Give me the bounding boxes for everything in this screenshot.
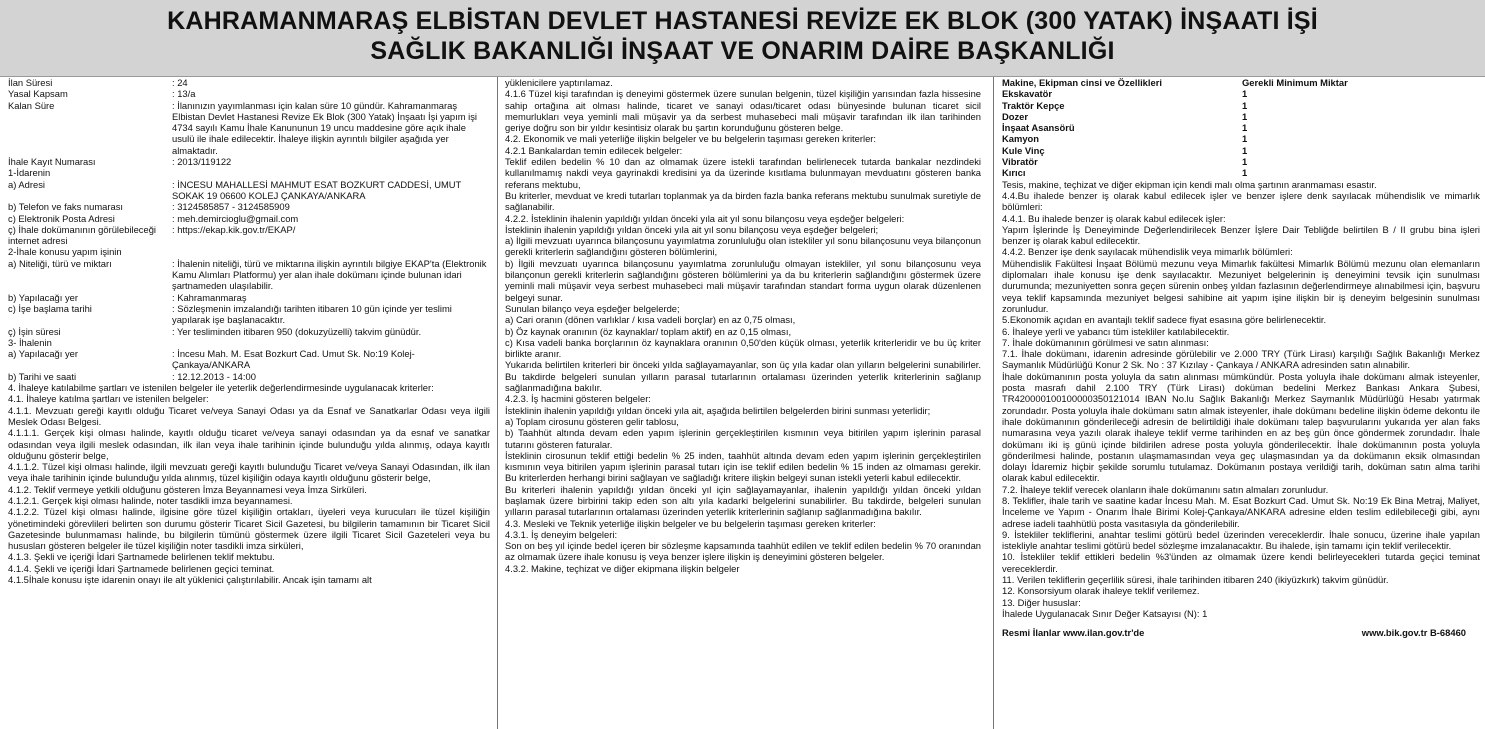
paragraph: 4.3.1. İş deneyim belgeleri:	[505, 528, 618, 540]
info-value	[172, 337, 490, 348]
info-row	[8, 100, 490, 156]
info-value: : İlanınızın yayımlanması için kalan süre 10 gündür. Kahramanmaraş Elbistan Devlet Hastanesi Revize Ek Blok (300 Yatak) İnşaatı İşi yapım işi 4734 sayılı Kamu İhale Kanununun 19 uncu maddesine göre açık ihale usulü ile ihale edilecektir. İhaleye ilişkin ayrıntılı bilgiler aşağıda yer almaktadır.	[172, 99, 477, 156]
paragraph: Teklif edilen bedelin % 10 dan az olmamak üzere istekli tarafından belirlenecek tutarda bankalar nezdindeki kullanılmamış nakdi veya gayrinakdi kredisini ya da üzerinde kısıtlama bulunmayan mevduatını gösteren banka referans mektubu,	[505, 156, 981, 190]
title-banner	[0, 0, 1485, 77]
equipment-name: Dozer	[1002, 110, 1029, 122]
info-row	[8, 337, 490, 348]
tender-info-list	[8, 77, 490, 382]
equipment-name: Vibratör	[1002, 156, 1038, 168]
paragraph: b) İlgili mevzuatı uyarınca bilançosunu yayımlatma zorunluluğu olmayan istekliler, yıl sonu bilançosunu veya bilançonun gerekli kriterlerin sağlandığını gösteren bölümlerini ya da bu kriterlerin sağlandığını göstermek üzere yeminli mali müşavir veya serbest muhasebeci mali müşavir tarafından standart forma uygun olarak düzenlenen belgeyi sunar.	[505, 257, 981, 303]
paragraph: 4.2.1 Bankalardan temin edilecek belgeler:	[505, 144, 683, 156]
info-label: İlan Süresi	[8, 77, 53, 88]
info-value: : 24	[172, 77, 188, 88]
equipment-header-qty: Gerekli Minimum Miktar	[1242, 77, 1348, 88]
equipment-qty: 1	[1242, 144, 1248, 156]
paragraph: 4.3.2. Makine, teçhizat ve diğer ekipmana ilişkin belgeler	[505, 562, 740, 574]
equipment-qty: 1	[1242, 167, 1248, 179]
info-value: : 2013/119122	[172, 156, 232, 168]
paragraph: Bu kriterleri ihalenin yapıldığı yıldan önceki yıl için sağlayamayanlar, ihalenin yapıldığı yıldan önceki yıldan başlamak üzere birbirini takip eden son altı yıla kadarki belgelerini sunabilirler. Bu takdirde, belgeleri sunulan yılların parasal tutarlarının ortalaması üzerinden yeterlik kriterlerinin sağlanıp sağlanmadığına bakılır.	[505, 483, 981, 518]
info-value: : Kahramanmaraş	[172, 291, 247, 303]
paragraph: c) Kısa vadeli banka borçlarının öz kaynaklara oranının 0,50'den küçük olması, yeterlik kriterleridir ve bu üç kriter birlikte aranır.	[505, 336, 981, 360]
info-label: b) Telefon ve faks numarası	[8, 201, 123, 213]
info-value: : İNCESU MAHALLESİ MAHMUT ESAT BOZKURT CADDESİ, UMUT SOKAK 19 06600 KOLEJ ÇANKAYA/ANKARA	[172, 178, 462, 201]
info-row	[8, 179, 490, 202]
info-label: b) Yapılacağı yer	[8, 291, 79, 303]
info-value	[172, 246, 490, 257]
paragraph: İsteklinin ihalenin yapıldığı yıldan önceki yıla ait yıl sonu bilançosu veya eşdeğer belgeleri;	[505, 223, 879, 235]
paragraph: 4.1.1. Mevzuatı gereği kayıtlı olduğu Ticaret ve/veya Sanayi Odası ya da Esnaf ve Sanatkarlar Odası veya ilgili Meslek Odası Belgesi.	[8, 404, 490, 427]
column-1	[8, 77, 490, 727]
paragraph: 4.1.1.1. Gerçek kişi olması halinde, kayıtlı olduğu ticaret ve/veya sanayi odasından ya da esnaf ve sanatkar odasından veya ilgili meslek odasından, ilk ilan veya ihale tarihinin içinde bulunduğu yılda alınmış, odaya kayıtlı olduğunu gösterir belge,	[8, 427, 490, 461]
paragraph: Mühendislik Fakültesi İnşaat Bölümü mezunu veya Mimarlık fakültesi Mimarlık Bölümü mezunu olan elemanların diplomaları ihale konusu işe denk sayılacaktır. Mezuniyet belgelerinin iş deneyimini tevsik için sunulması durumunda; mezuniyetten sonra geçen sürenin onbeş yıldan fazlasının değerlendirmeye alınabilmesi için, başvuru veya teklif kapsamında mezuniyet belgesi sahibine ait yapım işine ilişkin bir iş deneyim belgesinin sunulması zorunludur.	[1002, 257, 1480, 314]
equipment-name: İnşaat Asansörü	[1002, 122, 1075, 134]
equipment-name: Ekskavatör	[1002, 88, 1053, 100]
info-value: : https://ekap.kik.gov.tr/EKAP/	[172, 223, 296, 235]
info-label: a) Niteliği, türü ve miktarı	[8, 257, 112, 269]
paragraph: 11. Verilen tekliflerin geçerlilik süresi, ihale tarihinden itibaren 240 (ikiyüzkırk) takvim günüdür.	[1002, 574, 1389, 586]
paragraph: İhale dokümanının posta yoluyla da satın alınması mümkündür. Posta yoluyla ihale dokümanı almak isteyenler, posta masrafı dahil 2.100 TRY (Türk Lirası) doküman bedelini Merkez Bankası Ankara Şubesi, TR420000100100000350121014 IBAN No.lu Sağlık Bakanlığı Merkez Saymanlık Müdürlüğü Hesabı yatırmak zorundadır. Posta yoluyla ihale dokümanı satın almak isteyenler, ihale dokümanı bedeline ilişkin ödeme dekontu ile ihale dokümanının gönderileceği adresin de belirtildiği ihale dokümanı talep başvurularını yukarıda yer alan faks numarasına veya yazılı olarak ihaleye teklif verme tarihinden en az beş gün önce göndermek zorundadır. İhale dokümanı iki iş günü içinde bildirilen adrese posta yoluyla gönderilecektir. İhale dokümanının posta yoluyla gönderilmesi halinde, postanın ulaşmamasından veya geç ulaşmasından ya da dokümanın eksik olmasından dolayı İdaremiz hiçbir şekilde sorumlu tutulamaz. Dokümanın postaya verildiği tarih, doküman satın alma tarihi olarak kabul edilecektir.	[1002, 370, 1480, 484]
info-label: a) Yapılacağı yer	[8, 348, 79, 360]
info-label: a) Adresi	[8, 178, 45, 190]
paragraph: Yukarıda belirtilen kriterleri bir önceki yılda sağlayamayanlar, son üç yıla kadar olan yılların belgelerini sunabilirler. Bu takdirde belgeleri sunulan yılların parasal tutarlarının ortalaması üzerinden yeterlik kriterlerinin sağlanıp sağlanmadığına bakılır.	[505, 359, 981, 394]
info-label: c) Elektronik Posta Adresi	[8, 212, 115, 224]
equipment-row	[1002, 167, 1480, 178]
paragraph: a) Cari oranın (dönen varlıklar / kısa vadeli borçlar) en az 0,75 olması,	[505, 314, 796, 326]
column-2	[505, 77, 981, 727]
equipment-qty: 1	[1242, 110, 1248, 122]
info-label: ç) İşin süresi	[8, 325, 61, 337]
paragraph: b) Öz kaynak oranının (öz kaynaklar/ toplam aktif) en az 0,15 olması,	[505, 325, 792, 337]
paragraph: 4.1.2.2. Tüzel kişi olması halinde, ilgisine göre tüzel kişiliğin ortakları, üyeleri veya kurucuları ile tüzel kişiliğin yönetimindeki görevlileri belirten son durumu gösterir Ticaret Sicil Gazetesi, bu bilgilerin tamamının bir Ticaret Sicil Gazetesinde bulunmaması halinde, bu bilgilerin tümünü göstermek üzere ilgili Ticaret Sicil Gazeteleri veya bu hususları gösteren belgeler ile tüzel kişiliğin noter tasdikli imza sirküleri,	[8, 506, 490, 552]
paragraph: 4.1.2.1. Gerçek kişi olması halinde, noter tasdikli imza beyannamesi.	[8, 494, 293, 506]
paragraph: 4.3. Mesleki ve Teknik yeterliğe ilişkin belgeler ve bu belgelerin taşıması gereken kriterler:	[505, 517, 876, 529]
equipment-qty: 1	[1242, 88, 1248, 100]
equipment-name: Kule Vinç	[1002, 144, 1045, 156]
info-value: : İhalenin niteliği, türü ve miktarına ilişkin ayrıntılı bilgiye EKAP'ta (Elektronik Kamu Alımları Platformu) yer alan ihale dokümanı içinde bulunan idari şartnameden ulaşılabilir.	[172, 257, 487, 292]
column-divider	[993, 77, 994, 729]
paragraph: Yapım İşlerinde İş Deneyiminde Değerlendirilecek Benzer İşlere Dair Tebliğde belirtilen B / II grubu bina işleri benzer iş olarak kabul edilecektir.	[1002, 223, 1480, 247]
info-row	[8, 371, 490, 382]
paragraph: 7.2. İhaleye teklif verecek olanların ihale dokümanını satın almaları zorunludur.	[1002, 483, 1329, 495]
paragraph: Son on beş yıl içinde bedel içeren bir sözleşme kapsamında taahhüt edilen ve teklif edilen bedelin % 70 oranından az olmamak üzere ihale konusu iş veya benzer işlere ilişkin iş deneyimini gösteren belgeler.	[505, 540, 981, 563]
equipment-qty: 1	[1242, 156, 1248, 168]
paragraph: 12. Konsorsiyum olarak ihaleye teklif verilemez.	[1002, 585, 1200, 597]
info-value: : İncesu Mah. M. Esat Bozkurt Cad. Umut Sk. No:19 Kolej-Çankaya/ANKARA	[172, 348, 415, 371]
paragraph: 4.1.6 Tüzel kişi tarafından iş deneyimi göstermek üzere sunulan belgenin, tüzel kişiliğin yarısından fazla hissesine sahip ortağına ait olması halinde, ticaret ve sanayi odası/ticaret odası bünyesinde bulunan ticaret sicil memurlukları veya yeminli mali müşavir ya da serbest muhasebeci mali müşavir tarafından ilk ilan tarihinden geriye doğru son bir yıldır kesintisiz olarak bu şartın korunduğunu gösteren belge.	[505, 88, 981, 134]
paragraph: 5.Ekonomik açıdan en avantajlı teklif sadece fiyat esasına göre belirlenecektir.	[1002, 314, 1327, 326]
info-label: 1-İdarenin	[8, 167, 51, 179]
info-row	[8, 348, 490, 371]
paragraph: İhalede Uygulanacak Sınır Değer Katsayısı (N): 1	[1002, 607, 1208, 619]
paragraph: yüklenicilere yaptırılamaz.	[505, 77, 613, 88]
paragraph: 4.1. İhaleye katılma şartları ve istenilen belgeler:	[8, 393, 209, 405]
equipment-row	[1002, 145, 1480, 156]
title-line-1: KAHRAMANMARAŞ ELBİSTAN DEVLET HASTANESİ REVİZE EK BLOK (300 YATAK) İNŞAATI İŞİ	[167, 7, 1318, 35]
equipment-list	[1002, 88, 1480, 178]
info-value: : meh.demircioglu@gmail.com	[172, 212, 299, 224]
footer-left: Resmi İlanlar www.ilan.gov.tr'de	[1002, 627, 1145, 639]
paragraph: 4.1.1.2. Tüzel kişi olması halinde, ilgili mevzuatı gereği kayıtlı bulunduğu Ticaret ve/veya Sanayi Odasından, ilk ilan veya ihale tarihinin içinde bulunduğu yılda alınmış, tüzel kişiliğin odaya kayıtlı olduğunu gösterir belge,	[8, 461, 490, 484]
paragraph: 4.2.3. İş hacmini gösteren belgeler:	[505, 393, 651, 405]
paragraph: İsteklinin ihalenin yapıldığı yıldan önceki yıla ait, aşağıda belirtilen belgelerden birini sunması yeterlidir;	[505, 404, 931, 416]
equipment-header-name: Makine, Ekipman cinsi ve Özellikleri	[1002, 77, 1162, 88]
paragraph: 4.4.1. Bu ihalede benzer iş olarak kabul edilecek işler:	[1002, 212, 1226, 224]
info-label: b) Tarihi ve saati	[8, 370, 77, 382]
paragraph: 4.1.4. Şekli ve içeriği İdari Şartnamede belirlenen geçici teminat.	[8, 562, 275, 574]
equipment-row	[1002, 111, 1480, 122]
paragraph: 13. Diğer hususlar:	[1002, 596, 1081, 608]
equipment-row	[1002, 133, 1480, 144]
equipment-row	[1002, 88, 1480, 99]
paragraph: 4.2.2. İsteklinin ihalenin yapıldığı yıldan önceki yıla ait yıl sonu bilançosu veya eşdeğer belgeleri:	[505, 212, 905, 224]
equipment-row	[1002, 122, 1480, 133]
column-3-paragraphs	[1002, 179, 1480, 620]
info-row	[8, 246, 490, 257]
paragraph: a) İlgili mevzuatı uyarınca bilançosunu yayımlatma zorunluluğu olan istekliler yıl sonu bilançosunu veya bilançonun gerekli kriterlerin sağlandığını gösteren bölümlerini,	[505, 235, 981, 258]
paragraph: b) Taahhüt altında devam eden yapım işlerinin gerçekleştirilen kısmının veya bitirilen yapım işlerinin parasal tutarını gösteren faturalar.	[505, 427, 981, 450]
column-1-paragraphs	[8, 382, 490, 585]
info-row	[8, 303, 490, 326]
equipment-row	[1002, 100, 1480, 111]
equipment-qty: 1	[1242, 122, 1248, 134]
info-row	[8, 201, 490, 212]
info-value: : 12.12.2013 - 14:00	[172, 370, 256, 382]
equipment-name: Traktör Kepçe	[1002, 99, 1065, 111]
paragraph: 7.1. İhale dokümanı, idarenin adresinde görülebilir ve 2.000 TRY (Türk Lirası) karşılığı Sağlık Bakanlığı Merkez Saymanlık Müdürlüğü Konur 2 Sk. No : 37 Kızılay - Çankaya / ANKARA adresinden satın alınabilir.	[1002, 348, 1480, 371]
equipment-qty: 1	[1242, 133, 1248, 145]
column-divider	[497, 77, 498, 729]
paragraph: 9. İstekliler tekliflerini, anahtar teslimi götürü bedel üzerinden vereceklerdir. İhale sonucu, üzerine ihale yapılan istekliyle anahtar teslimi götürü bedel sözleşme imzalanacaktır. Bu ihalede, işin tamamı için teklif verilecektir.	[1002, 528, 1480, 552]
footer	[1002, 627, 1480, 638]
paragraph: 4.1.5İhale konusu işte idarenin onayı ile alt yüklenici çalıştırılabilir. Ancak işin tamamı alt	[8, 574, 372, 586]
info-label: 2-İhale konusu yapım işinin	[8, 246, 122, 258]
info-value	[172, 167, 490, 178]
info-label: ç) İhale dokümanının görülebileceği internet adresi	[8, 223, 157, 247]
equipment-qty: 1	[1242, 99, 1248, 111]
equipment-name: Kırıcı	[1002, 167, 1026, 179]
info-row	[8, 224, 490, 247]
column-3	[1002, 77, 1480, 727]
paragraph: 8. Teklifler, ihale tarih ve saatine kadar İncesu Mah. M. Esat Bozkurt Cad. Umut Sk. No:19 Ek Bina Metraj, Maliyet, İnceleme ve Yapım - Onarım İhale Birimi Kolej-Çankaya/ANKARA adresine elden teslim edilebileceği gibi, aynı adrese iadeli taahhütlü posta vasıtasıyla da gönderilebilir.	[1002, 494, 1480, 529]
paragraph: 6. İhaleye yerli ve yabancı tüm istekliler katılabilecektir.	[1002, 325, 1230, 337]
title-line-2: SAĞLIK BAKANLIĞI İNŞAAT VE ONARIM DAİRE BAŞKANLIĞI	[370, 37, 1115, 65]
paragraph: Bu kriterler, mevduat ve kredi tutarları toplanmak ya da birden fazla banka referans mektubu sunulmak suretiyle de sağlanabilir.	[505, 189, 981, 213]
equipment-name: Kamyon	[1002, 133, 1039, 145]
info-row	[8, 326, 490, 337]
info-row	[8, 292, 490, 303]
info-label: Yasal Kapsam	[8, 88, 68, 100]
paragraph: 4. İhaleye katılabilme şartları ve istenilen belgeler ile yeterlik değerlendirmesinde uygulanacak kriterler:	[8, 382, 434, 394]
info-row	[8, 77, 490, 88]
info-label: İhale Kayıt Numarası	[8, 156, 96, 168]
equipment-header	[1002, 77, 1480, 88]
paragraph: İsteklinin cirosunun teklif ettiği bedelin % 25 inden, taahhüt altında devam eden yapım işlerinin gerçekleştirilen kısmının veya bitirilen yapım işlerinin parasal tutarı için ise teklif edilen bedelin % 15 inden az olmaması gerekir. Bu kriterlerden herhangi birini sağlayan ve sağladığı kritere ilişkin belgeyi sunan istekli yeterli kabul edilecektir.	[505, 449, 981, 484]
info-row	[8, 258, 490, 292]
info-row	[8, 213, 490, 224]
equipment-row	[1002, 156, 1480, 167]
paragraph: 4.4.2. Benzer işe denk sayılacak mühendislik veya mimarlık bölümleri:	[1002, 246, 1293, 258]
paragraph: 4.2. Ekonomik ve mali yeterliğe ilişkin belgeler ve bu belgelerin taşıması gereken kriterler:	[505, 133, 877, 145]
info-value: : Yer tesliminden itibaren 950 (dokuzyüzelli) takvim günüdür.	[172, 325, 422, 337]
paragraph: a) Toplam cirosunu gösteren gelir tablosu,	[505, 415, 679, 427]
info-value: : 3124585857 - 3124585909	[172, 201, 290, 213]
column-2-paragraphs	[505, 77, 981, 574]
paragraph: 4.1.2. Teklif vermeye yetkili olduğunu gösteren İmza Beyannamesi veya İmza Sirküleri.	[8, 483, 367, 495]
paragraph: Tesis, makine, teçhizat ve diğer ekipman için kendi malı olma şartının aranmaması esastır.	[1002, 178, 1377, 190]
info-label: c) İşe başlama tarihi	[8, 302, 92, 314]
paragraph: 7. İhale dokümanının görülmesi ve satın alınması:	[1002, 336, 1209, 348]
info-value: : 13/a	[172, 88, 196, 100]
info-row	[8, 156, 490, 167]
paragraph: Sunulan bilanço veya eşdeğer belgelerde;	[505, 302, 680, 314]
info-value: : Sözleşmenin imzalandığı tarihten itibaren 10 gün içinde yer teslimi yapılarak işe başlanacaktır.	[172, 302, 452, 326]
paragraph: 4.1.3. Şekli ve içeriği İdari Şartnamede belirlenen teklif mektubu.	[8, 551, 275, 563]
paragraph: 4.4.Bu ihalede benzer iş olarak kabul edilecek işler ve benzer işlere denk sayılacak mühendislik ve mimarlık bölümleri:	[1002, 189, 1480, 213]
info-label: Kalan Süre	[8, 99, 55, 111]
info-row	[8, 167, 490, 178]
paragraph: 10. İstekliler teklif ettikleri bedelin %3'ünden az olmamak üzere kendi belirleyecekleri tutarda geçici teminat vereceklerdir.	[1002, 551, 1480, 574]
info-row	[8, 88, 490, 99]
footer-right: www.bik.gov.tr B-68460	[1361, 627, 1466, 639]
info-label: 3- İhalenin	[8, 336, 52, 348]
